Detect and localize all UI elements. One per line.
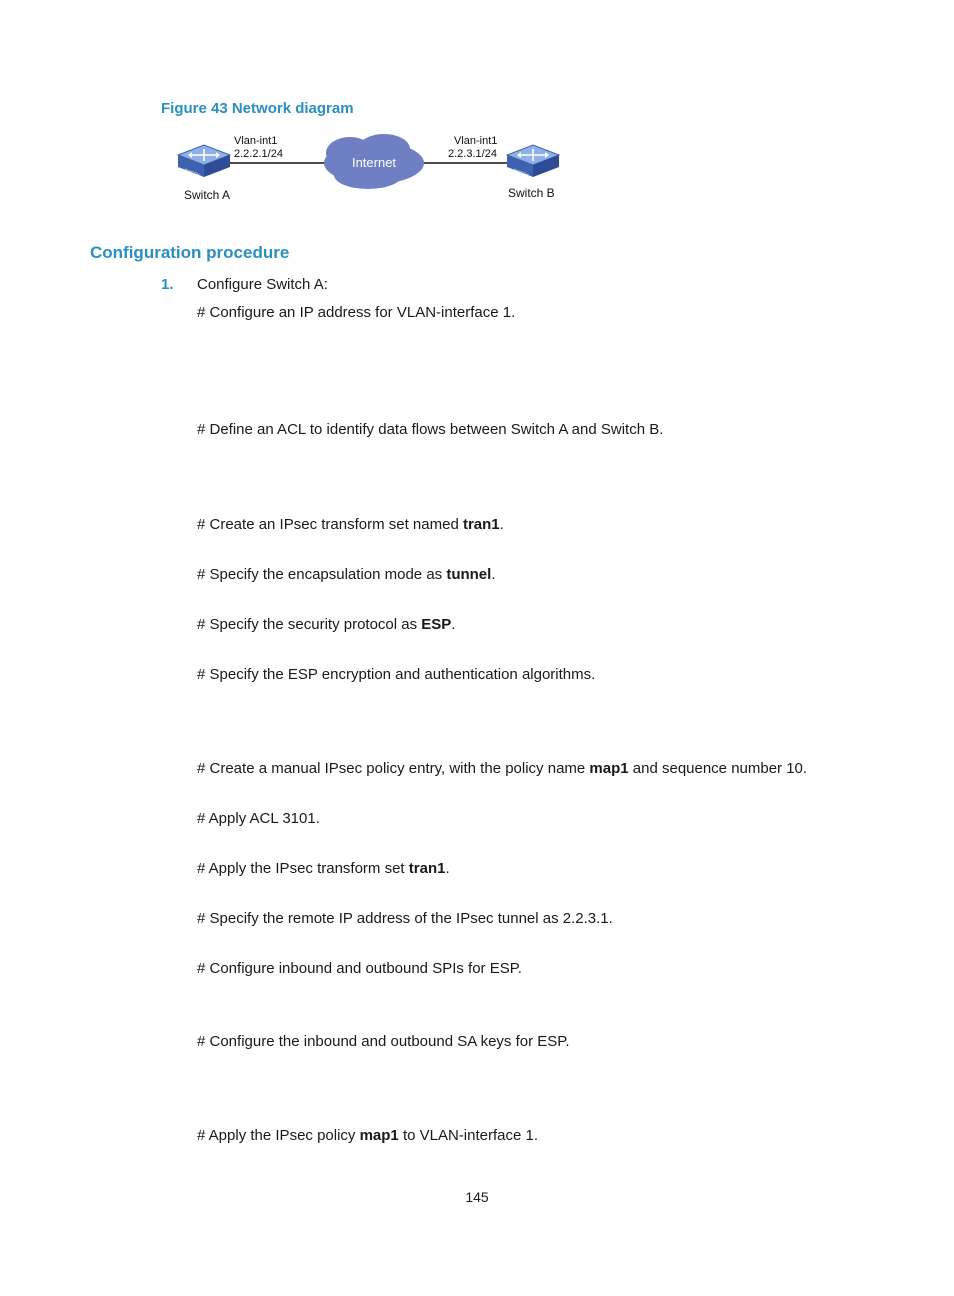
para-apply-transform-set: # Apply the IPsec transform set tran1. <box>197 860 450 877</box>
keyword-tunnel: tunnel <box>446 566 492 583</box>
step-text: Configure Switch A: <box>197 276 328 293</box>
para-apply-policy: # Apply the IPsec policy map1 to VLAN-interface 1. <box>197 1127 539 1144</box>
switch-b-ip-label: 2.2.3.1/24 <box>448 148 497 160</box>
figure-caption: Figure 43 Network diagram <box>161 100 354 117</box>
switch-a-badge: SWITCH <box>183 167 201 178</box>
keyword-tran1: tran1 <box>408 860 446 877</box>
para-configure-ip: # Configure an IP address for VLAN-interface 1. <box>197 304 516 321</box>
section-heading: Configuration procedure <box>90 243 290 262</box>
switch-b-label: Switch B <box>508 186 555 200</box>
switch-a-iface-label: Vlan-int1 <box>234 135 278 147</box>
internet-cloud-icon <box>324 134 424 189</box>
switch-a-label: Switch A <box>184 188 231 202</box>
switch-b-iface-label: Vlan-int1 <box>454 135 498 147</box>
keyword-tran1: tran1 <box>462 516 500 533</box>
para-security-protocol: # Specify the security protocol as ESP. <box>197 616 456 633</box>
para-esp-algorithms: # Specify the ESP encryption and authentication algorithms. <box>197 666 596 683</box>
para-encapsulation-mode: # Specify the encapsulation mode as tunnel. <box>197 566 496 583</box>
switch-b-icon <box>507 145 559 177</box>
keyword-esp: ESP <box>421 616 452 633</box>
switch-b-badge: SWITCH <box>512 167 530 178</box>
para-create-transform-set: # Create an IPsec transform set named tran1. <box>197 516 504 533</box>
step-number: 1. <box>161 276 174 293</box>
keyword-map1: map1 <box>359 1127 399 1144</box>
para-spis: # Configure inbound and outbound SPIs for ESP. <box>197 960 522 977</box>
para-remote-ip: # Specify the remote IP address of the IPsec tunnel as 2.2.3.1. <box>197 910 613 927</box>
switch-a-ip-label: 2.2.2.1/24 <box>234 148 283 160</box>
para-sa-keys: # Configure the inbound and outbound SA keys for ESP. <box>197 1033 570 1050</box>
para-create-policy: # Create a manual IPsec policy entry, with the policy name map1 and sequence number 10. <box>197 760 808 777</box>
para-apply-acl: # Apply ACL 3101. <box>197 810 320 827</box>
switch-a-icon <box>178 145 230 177</box>
keyword-map1: map1 <box>589 760 629 777</box>
page-number: 145 <box>465 1189 489 1205</box>
cloud-label: Internet <box>351 155 397 170</box>
network-diagram <box>170 125 570 210</box>
para-define-acl: # Define an ACL to identify data flows between Switch A and Switch B. <box>197 421 664 438</box>
